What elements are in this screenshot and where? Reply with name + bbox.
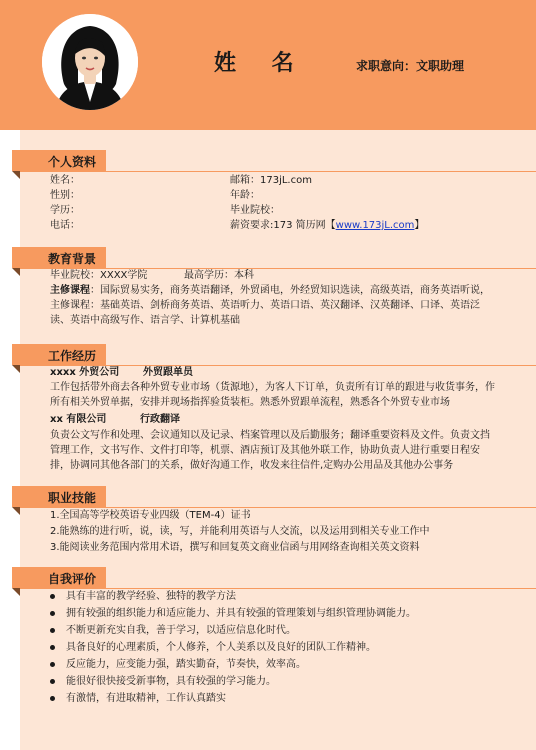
evaluation-item: 具备良好的心理素质，个人修养，个人美系以及良好的团队工作精神。 bbox=[66, 642, 376, 653]
section-tag-education bbox=[12, 247, 106, 268]
tag-fold-icon bbox=[12, 365, 20, 373]
tag-fold-icon bbox=[12, 268, 20, 276]
bullet-icon bbox=[50, 696, 55, 701]
job1-position: 外贸跟单员 bbox=[143, 367, 193, 378]
bullet-icon bbox=[50, 594, 55, 599]
salary-suffix: 】 bbox=[414, 220, 425, 231]
section-tag-skills bbox=[12, 486, 106, 507]
job1-company: xxxx 外贸公司 bbox=[50, 367, 120, 378]
school-label: 毕业院校： bbox=[230, 205, 280, 216]
skill-item: 2.能熟练的进行听，说，读，写，并能利用英语与人交流，以及运用到相关专业工作中 bbox=[50, 526, 430, 537]
skill-item: 3.能阅读业务范围内常用术语，撰写和回复英文商业信函与用网络查询相关英文资料 bbox=[50, 542, 420, 553]
evaluation-item: 能很好很快接受新事物，具有较强的学习能力。 bbox=[66, 676, 276, 687]
phone-label: 电话： bbox=[50, 220, 80, 231]
salary-prefix: 薪资要求:173 简历网【 bbox=[230, 220, 336, 231]
section-divider bbox=[20, 171, 536, 172]
bullet-icon bbox=[50, 611, 55, 616]
edu-school: 毕业院校：XXXX学院 bbox=[50, 270, 148, 281]
section-tag-personal bbox=[12, 150, 106, 171]
candidate-name: 姓 名 bbox=[214, 51, 308, 76]
job2-company: xx 有限公司 bbox=[50, 414, 107, 425]
bullet-icon bbox=[50, 662, 55, 667]
evaluation-item: 拥有较强的组织能力和适应能力、并具有较强的管理策划与组织管理协调能力。 bbox=[66, 608, 416, 619]
education-level-label: 学历： bbox=[50, 205, 80, 216]
tag-fold-icon bbox=[12, 507, 20, 515]
gender-label: 性别： bbox=[50, 190, 80, 201]
website-link[interactable]: www.173jL.com bbox=[335, 220, 415, 231]
avatar-portrait-icon bbox=[42, 14, 138, 110]
salary-line bbox=[230, 218, 424, 233]
header-banner bbox=[0, 0, 536, 130]
skill-item: 1.全国高等学校英语专业四级（TEM-4）证书 bbox=[50, 510, 251, 521]
evaluation-item: 反应能力，应变能力强，踏实勤奋，节奏快，效率高。 bbox=[66, 659, 306, 670]
section-title-skills: 职业技能 bbox=[48, 491, 97, 505]
section-title-education: 教育背景 bbox=[48, 252, 97, 266]
avatar bbox=[42, 14, 138, 110]
edu-degree: 最高学历：本科 bbox=[184, 270, 254, 281]
section-title-evaluation: 自我评价 bbox=[48, 572, 97, 586]
evaluation-item: 有激情，有进取精神，工作认真踏实 bbox=[66, 693, 226, 704]
job1-description: 工作包括带外商去各种外贸专业市场（货源地），为客人下订单，负责所有订单的跟进与收货事务，作所有相关外贸单据，安排并现场指挥验货装柜。熟悉外贸跟单流程，熟悉各个外贸专业市场 bbox=[50, 382, 495, 408]
job2-description: 负责公文写作和处理、会议通知以及记录、档案管理以及后勤服务；翻译重要资料及文件。负责文挡管理工作，文书写作、文件打印等，机票、酒店预订及其他外联工作，协助负责人进行重要日程安排，协调同其他各部门的关系，做好沟通工作，收发来往信件,定购办公用品及其他办公事务 bbox=[50, 430, 490, 471]
edu-courses bbox=[50, 283, 496, 328]
job2-position: 行政翻译 bbox=[140, 414, 180, 425]
age-label: 年龄： bbox=[230, 190, 260, 201]
name-label: 姓名： bbox=[50, 175, 80, 186]
bullet-icon bbox=[50, 628, 55, 633]
section-tag-work bbox=[12, 344, 106, 365]
tag-fold-icon bbox=[12, 588, 20, 596]
bullet-icon bbox=[50, 679, 55, 684]
bullet-icon bbox=[50, 645, 55, 650]
evaluation-item: 具有丰富的教学经验、独特的教学方法 bbox=[66, 591, 236, 602]
tag-fold-icon bbox=[12, 171, 20, 179]
section-title-work: 工作经历 bbox=[48, 349, 97, 363]
section-tag-evaluation bbox=[12, 567, 106, 588]
email-label: 邮箱：173jL.com bbox=[230, 175, 312, 186]
evaluation-item: 不断更新充实自我，善于学习，以适应信息化时代。 bbox=[66, 625, 296, 636]
major-label: 主修课程 bbox=[50, 285, 90, 296]
major-text: ：国际贸易实务，商务英语翻译，外贸函电，外经贸知识选读，高级英语，商务英语听说，主修课程：基础英语、剑桥商务英语、英语听力、英语口语、英汉翻译、汉英翻译、口译、英语泛读、英语中高级写作、语言学、计算机基础 bbox=[50, 285, 490, 326]
job-intent: 求职意向：文职助理 bbox=[356, 59, 465, 73]
section-title-personal: 个人资料 bbox=[48, 155, 97, 169]
